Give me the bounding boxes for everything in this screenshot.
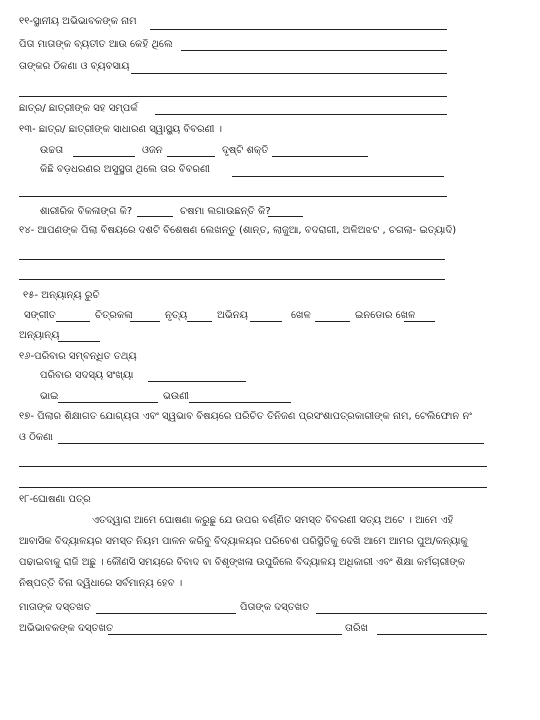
illness-field[interactable] (232, 176, 444, 177)
health-heading: ୧୩- ଛାତ୍ର/ ଛାତ୍ରୀଙ୍କ ସାଧାରଣ ସ୍ୱାସ୍ଥ୍ୟ ବିବରଣୀ । (19, 124, 223, 135)
other-guardian-field[interactable] (181, 50, 447, 51)
father-signature-field[interactable] (316, 613, 487, 614)
sisters-label: ଭଉଣୀ (163, 391, 189, 402)
father-signature-label: ପିତାଙ୍କ ଦସ୍ତଖତ (240, 602, 310, 613)
eyesight-label: ଦୃଷ୍ଟି ଶକ୍ତି (222, 145, 269, 156)
local-guardian-field[interactable] (150, 29, 447, 30)
declaration-line-2: ଆବାସିକ ବିଦ୍ୟାଳୟର ସମସ୍ତ ନିୟମ ପାଳନ କରିବୁ ବିଦ୍ୟାଳୟର ପରିବେଶ ପରିସ୍ଥିତିକୁ ଦେଖି ଆମେ ଆମର ପୁଅ/କନ୍ୟାକୁ (19, 536, 468, 547)
sports-field[interactable] (315, 321, 350, 322)
declaration-heading: ୧୮-ଘୋଷଣା ପତ୍ର (19, 494, 91, 505)
declaration-line-3: ପଢାଇବାକୁ ରାଜି ଅଛୁ । କୌଣସି ସମୟରେ ବିବାଦ ବା ବିଶୃଙ୍ଖଳା ଉପୁଜିଲେ ବିଦ୍ୟାଳୟ ଅଧିକାରୀ ଏବଂ ଶିକ୍ଷା କର୍ମଚାରୀଙ୍କ (19, 557, 466, 568)
music-field[interactable] (56, 321, 90, 322)
sisters-field[interactable] (189, 402, 291, 403)
height-label: ଉଚ୍ଚତା (40, 145, 64, 156)
local-guardian-label: ୧୧-ସ୍ଥାନୀୟ ଅଭିଭାବକଙ୍କ ନାମ (19, 16, 137, 27)
glasses-field[interactable] (268, 216, 303, 217)
others-field[interactable] (58, 341, 100, 342)
weight-label: ଓଜନ (142, 145, 163, 156)
weight-field[interactable] (167, 156, 215, 157)
illness-field-2[interactable] (19, 196, 447, 197)
date-label: ତାରିଖ (345, 623, 369, 634)
glasses-label: ଚଷମା ଲଗାଉଛନ୍ତି କି? (180, 206, 271, 217)
dance-label: ନୃତ୍ୟ (165, 310, 188, 321)
relation-field[interactable] (155, 114, 447, 115)
adjectives-label: ୧୪- ଆପଣଙ୍କ ପିଲା ବିଷୟରେ ଦଶଟି ବିଶେଷଣ ଲେଖନ୍ତୁ (ଶାନ୍ତ, ଲାଜୁଆ, ବଦରାଗୀ, ଅଳିଅଝଟ , ଚଗଲା- ଇତ୍ୟାଦି) (19, 225, 457, 236)
references-field-2[interactable] (19, 466, 487, 467)
address-occupation-field[interactable] (131, 73, 447, 74)
mother-signature-label: ମାତାଙ୍କ ଦସ୍ତଖତ (19, 602, 91, 613)
disabled-field[interactable] (137, 216, 173, 217)
adjectives-field-1[interactable] (19, 259, 445, 260)
indoor-games-label: ଇନଡୋର ଖେଳ (355, 310, 416, 321)
interests-heading: ୧୫- ଅନ୍ୟାନ୍ୟ ରୁଚି (23, 290, 100, 301)
drawing-label: ଚିତ୍ରକଳା (95, 310, 133, 321)
disabled-label: ଶାରୀରିକ ବିକଳାଙ୍ଗ କି? (40, 206, 133, 217)
references-label: ୧୭- ପିଲାର ଶିକ୍ଷାଗତ ଯୋଗ୍ୟତା ଏବଂ ସ୍ୱଭାବ ବିଷୟରେ ପରିଚିତ ତିନିଜଣ ପ୍ରସଂଶାପତ୍ରକାରୀଙ୍କ ନାମ, ଟେଲିଫୋନ ନଂ (19, 411, 472, 422)
references-field-3[interactable] (19, 487, 487, 488)
brothers-field[interactable] (58, 402, 158, 403)
address-occupation-field-2[interactable] (19, 96, 447, 97)
dance-field[interactable] (187, 321, 212, 322)
date-field[interactable] (377, 634, 487, 635)
music-label: ସଙ୍ଗୀତ (24, 310, 56, 321)
guardian-signature-field[interactable] (108, 634, 342, 635)
drawing-field[interactable] (130, 321, 160, 322)
references-field-1[interactable] (58, 443, 484, 444)
brothers-label: ଭାଇ (40, 391, 59, 402)
declaration-line-1: ଏତଦ୍ୱାରା ଆମେ ଘୋଷଣା କରୁଛୁ ଯେ ଉପର ବର୍ଣ୍ଣିତ ସମସ୍ତ ବିବରଣୀ ସତ୍ୟ ଅଟେ । ଆମେ ଏହି (92, 515, 454, 526)
acting-label: ଅଭିନୟ (217, 310, 248, 321)
family-members-label: ପରିବାର ସଦସ୍ୟ ସଂଖ୍ୟା (40, 370, 134, 381)
references-address-label: ଓ ଠିକଣା (19, 432, 53, 443)
eyesight-field[interactable] (272, 156, 368, 157)
guardian-signature-label: ଅଭିଭାବକଙ୍କ ଦସ୍ତଖତ (19, 623, 114, 634)
indoor-games-field[interactable] (404, 321, 435, 322)
height-field[interactable] (73, 156, 135, 157)
sports-label: ଖେଳ (291, 310, 311, 321)
declaration-line-4: ନିଷ୍ପତ୍ତି ବିନା ଦ୍ୱିଧାରେ ସର୍ବମାନ୍ୟ ହେବ । (19, 578, 183, 589)
family-members-field[interactable] (148, 381, 246, 382)
family-heading: ୧୬-ପରିବାର ସମ୍ବନ୍ଧିତ ତଥ୍ୟ (19, 351, 137, 362)
relation-label: ଛାତ୍ର/ ଛାତ୍ରୀଙ୍କ ସହ ସମ୍ପର୍କ (19, 103, 138, 114)
other-guardian-label: ପିତା ମାତାଙ୍କ ବ୍ୟତୀତ ଆଉ କେହି ଥିଲେ (19, 39, 173, 50)
acting-field[interactable] (250, 321, 282, 322)
address-occupation-label: ତାଙ୍କର ଠିକଣା ଓ ବ୍ୟବସାୟ (19, 61, 130, 72)
others-label: ଅନ୍ୟାନ୍ୟ (19, 330, 60, 341)
illness-label: କିଛି ବଡ଼ଧରଣର ଅସୁସ୍ଥତା ଥିଲେ ତାର ବିବରଣୀ (40, 164, 210, 175)
mother-signature-field[interactable] (96, 613, 236, 614)
adjectives-field-2[interactable] (19, 279, 445, 280)
